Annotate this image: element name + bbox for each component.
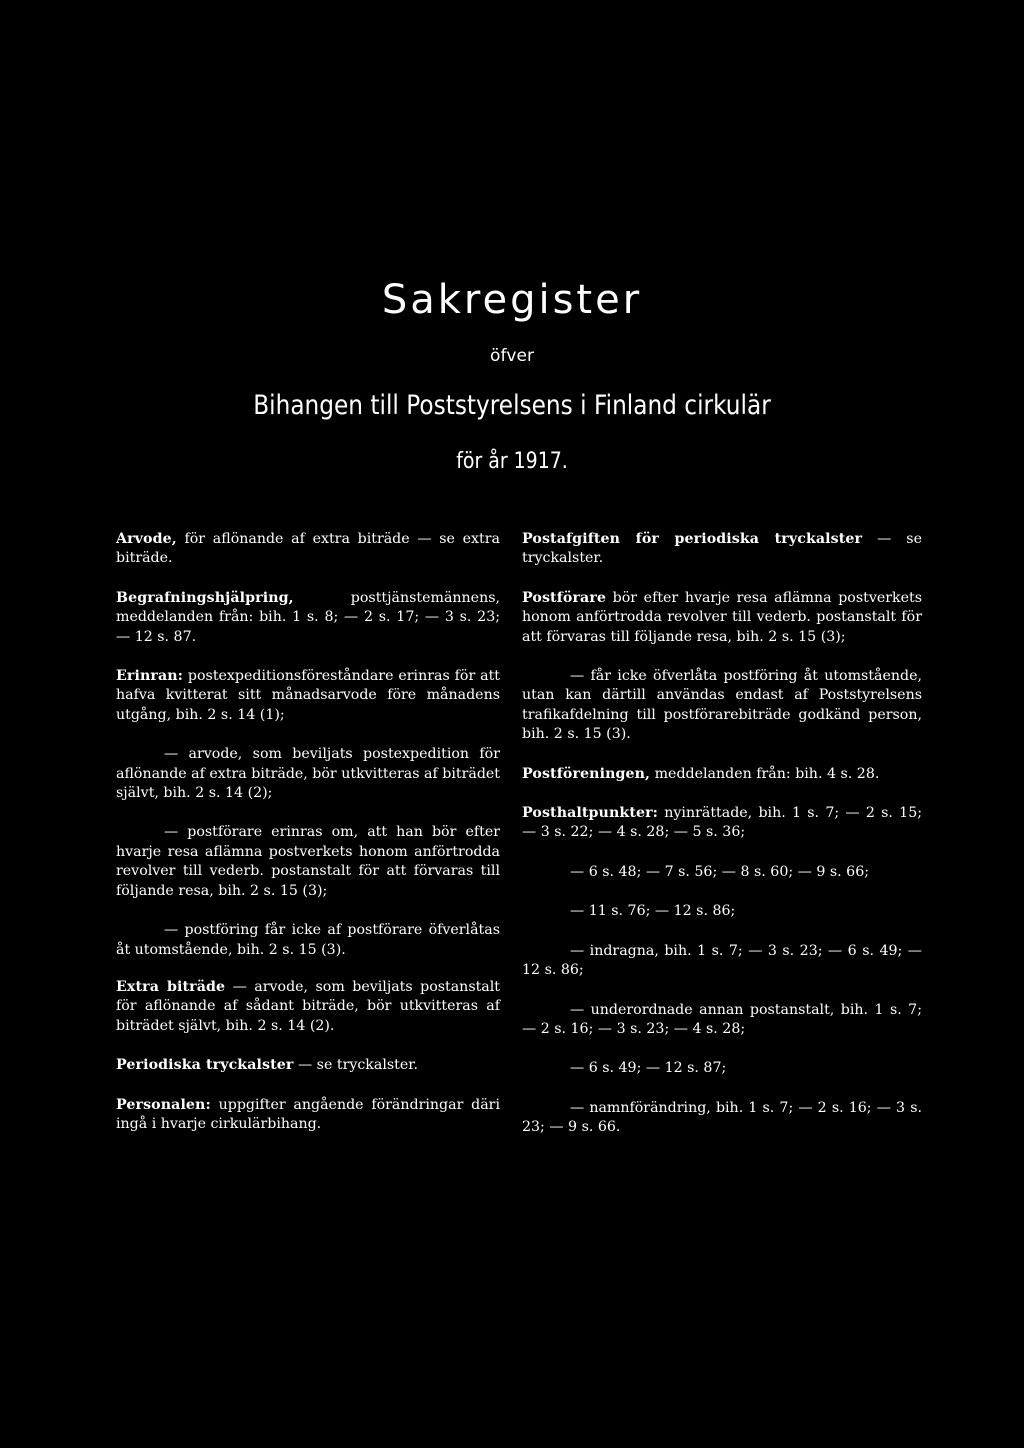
entry-posthaltpunkter-sub-2: — 11 s. 76; — 12 s. 86; bbox=[570, 903, 736, 920]
entry-head: Postföreningen, bbox=[522, 765, 651, 782]
entry-postforeningen bbox=[522, 765, 922, 784]
entry-posthaltpunkter bbox=[522, 804, 922, 843]
entry-text: för aflönande af extra biträde — se extra biträde. bbox=[116, 531, 500, 567]
overline: öfver bbox=[490, 346, 534, 366]
entry-posthaltpunkter-sub-6: — namnförändring, bih. 1 s. 7; — 2 s. 16; — 3 s. 23; — 9 s. 66. bbox=[522, 1099, 922, 1136]
entry-text: uppgifter angående förändringar däri ingå i hvarje cirkulärbihang. bbox=[116, 1096, 500, 1132]
entry-text: postexpeditionsföreståndare erinras för att hafva kvitterat sitt månadsarvode före månadens utgång, bih. 2 s. 14 (1); bbox=[116, 668, 500, 723]
entry-head: Personalen: bbox=[116, 1096, 211, 1113]
entry-extra-bitrade bbox=[116, 978, 500, 1036]
entry-begrafningshjalpring bbox=[116, 589, 500, 647]
entry-text: bör efter hvarje resa aflämna postverkets honom anförtrodda revolver till vederb. postanstalt för att förvaras till följande resa, bih. 2 s. 15 (3); bbox=[522, 589, 922, 645]
entry-periodiska-tryckalster bbox=[116, 1056, 500, 1075]
entry-text: — arvode, som beviljats postanstalt för aflönande af sådant biträde, bör utkvitteras af biträdet självt, bih. 2 s. 14 (2). bbox=[116, 978, 500, 1034]
entry-head: Erinran: bbox=[116, 668, 184, 685]
entry-postforare bbox=[522, 589, 922, 647]
entry-head: Postförare bbox=[522, 589, 607, 606]
entry-personalen bbox=[116, 1096, 500, 1135]
entry-head: Arvode, bbox=[116, 531, 177, 547]
entry-head: Begrafningshjälpring, bbox=[116, 589, 294, 606]
entry-posthaltpunkter-sub-3: — indragna, bih. 1 s. 7; — 3 s. 23; — 6 s. 49; — 12 s. 86; bbox=[522, 942, 922, 979]
entry-text: — se tryckalster. bbox=[293, 1057, 419, 1074]
entry-head: Periodiska tryckalster bbox=[116, 1057, 294, 1074]
entry-postafgiften bbox=[522, 530, 922, 569]
entry-erinran-sub-3: — postföring får icke af postförare öfverlåtas åt utomstående, bih. 2 s. 15 (3). bbox=[116, 922, 500, 958]
entry-head: Posthaltpunkter: bbox=[522, 805, 659, 822]
entry-text: posttjänstemännens, meddelanden från: bih. 1 s. 8; — 2 s. 17; — 3 s. 23; — 12 s. 87. bbox=[116, 589, 500, 645]
entry-erinran-sub-2: — postförare erinras om, att han bör efter hvarje resa aflämna postverkets honom anförtrodda revolver till vederb. postanstalt för att förvaras till följande resa, bih. 2 s. 15 (3); bbox=[116, 824, 500, 899]
entry-erinran-sub-1: — arvode, som beviljats postexpedition för aflönande af extra biträde, bör utkvitteras af biträdet självt, bih. 2 s. 14 (2); bbox=[116, 746, 501, 802]
entry-erinran bbox=[116, 667, 500, 725]
entry-posthaltpunkter-sub-5: — 6 s. 49; — 12 s. 87; bbox=[570, 1060, 727, 1077]
entry-postforare-sub-1: — får icke öfverlåta postföring åt utomstående, utan kan därtill användas endast af Poststyrelsens trafikafdelning till postförarebiträde godkänd person, bih. 2 s. 15 (3). bbox=[522, 668, 922, 743]
publication-year: för år 1917. bbox=[456, 449, 568, 474]
entry-arvode bbox=[116, 530, 500, 569]
entry-posthaltpunkter-sub-1: — 6 s. 48; — 7 s. 56; — 8 s. 60; — 9 s. 66; bbox=[570, 863, 869, 880]
entry-text: nyinrättade, bih. 1 s. 7; — 2 s. 15; — 3 s. 22; — 4 s. 28; — 5 s. 36; bbox=[522, 805, 922, 841]
entry-posthaltpunkter-sub-4: — underordnade annan postanstalt, bih. 1 s. 7; — 2 s. 16; — 3 s. 23; — 4 s. 28; bbox=[522, 1001, 922, 1037]
entry-head: Postafgiften för periodiska tryckalster bbox=[522, 531, 863, 547]
entry-text: meddelanden från: bih. 4 s. 28. bbox=[650, 765, 880, 782]
page-title: Sakregister bbox=[381, 277, 643, 323]
entry-head: Extra biträde bbox=[116, 978, 226, 995]
entry-text: — se tryckalster. bbox=[522, 531, 922, 567]
page-subtitle: Bihangen till Poststyrelsens i Finland cirkulär bbox=[253, 390, 771, 421]
right-column bbox=[522, 530, 922, 1158]
left-column bbox=[116, 530, 500, 1154]
